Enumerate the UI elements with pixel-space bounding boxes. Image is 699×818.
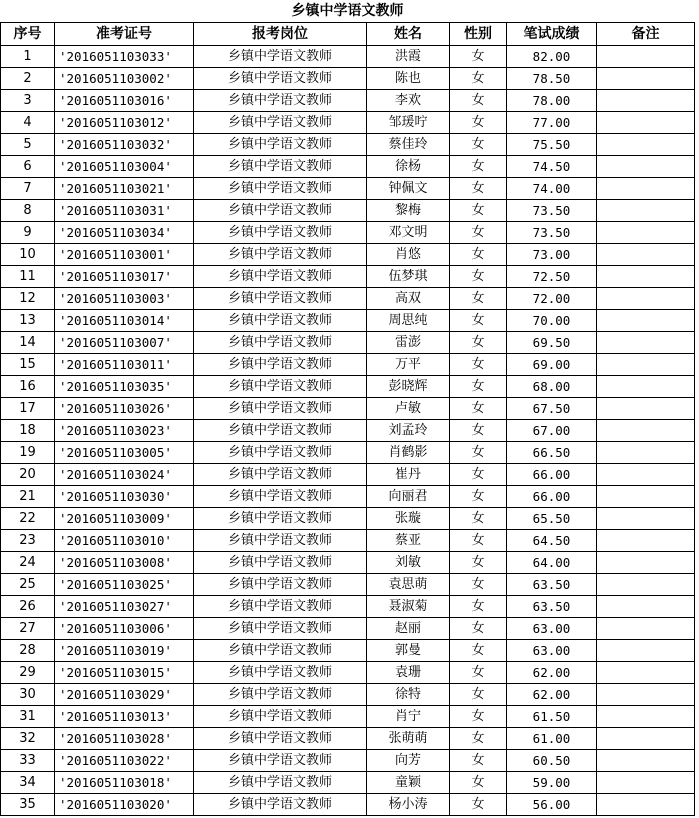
table-row xyxy=(1,420,695,442)
cell-ticket: '2016051103023' xyxy=(55,420,194,442)
cell-no: 22 xyxy=(1,508,55,530)
cell-job: 乡镇中学语文教师 xyxy=(194,640,367,662)
cell-score: 72.50 xyxy=(507,266,597,288)
cell-job: 乡镇中学语文教师 xyxy=(194,662,367,684)
cell-job: 乡镇中学语文教师 xyxy=(194,288,367,310)
cell-job: 乡镇中学语文教师 xyxy=(194,244,367,266)
cell-job: 乡镇中学语文教师 xyxy=(194,200,367,222)
cell-name: 徐杨 xyxy=(367,156,450,178)
cell-ticket: '2016051103004' xyxy=(55,156,194,178)
cell-no: 1 xyxy=(1,46,55,68)
cell-note xyxy=(597,332,695,354)
cell-ticket: '2016051103005' xyxy=(55,442,194,464)
header-no: 序号 xyxy=(1,23,55,46)
cell-ticket: '2016051103017' xyxy=(55,266,194,288)
cell-gender: 女 xyxy=(450,618,507,640)
cell-job: 乡镇中学语文教师 xyxy=(194,398,367,420)
table-body xyxy=(1,46,695,816)
cell-score: 63.50 xyxy=(507,596,597,618)
cell-gender: 女 xyxy=(450,266,507,288)
cell-gender: 女 xyxy=(450,46,507,68)
cell-no: 12 xyxy=(1,288,55,310)
cell-note xyxy=(597,46,695,68)
cell-name: 刘敏 xyxy=(367,552,450,574)
cell-score: 74.50 xyxy=(507,156,597,178)
cell-score: 60.50 xyxy=(507,750,597,772)
cell-name: 郭曼 xyxy=(367,640,450,662)
cell-job: 乡镇中学语文教师 xyxy=(194,508,367,530)
cell-ticket: '2016051103007' xyxy=(55,332,194,354)
cell-gender: 女 xyxy=(450,684,507,706)
cell-note xyxy=(597,398,695,420)
cell-note xyxy=(597,134,695,156)
table-row xyxy=(1,772,695,794)
cell-note xyxy=(597,684,695,706)
cell-name: 万平 xyxy=(367,354,450,376)
cell-job: 乡镇中学语文教师 xyxy=(194,376,367,398)
header-note: 备注 xyxy=(597,23,695,46)
cell-ticket: '2016051103027' xyxy=(55,596,194,618)
cell-gender: 女 xyxy=(450,134,507,156)
cell-job: 乡镇中学语文教师 xyxy=(194,530,367,552)
cell-job: 乡镇中学语文教师 xyxy=(194,464,367,486)
cell-job: 乡镇中学语文教师 xyxy=(194,90,367,112)
cell-note xyxy=(597,486,695,508)
cell-name: 邓文明 xyxy=(367,222,450,244)
cell-job: 乡镇中学语文教师 xyxy=(194,332,367,354)
cell-gender: 女 xyxy=(450,486,507,508)
cell-no: 29 xyxy=(1,662,55,684)
cell-no: 6 xyxy=(1,156,55,178)
cell-ticket: '2016051103011' xyxy=(55,354,194,376)
cell-ticket: '2016051103001' xyxy=(55,244,194,266)
cell-gender: 女 xyxy=(450,156,507,178)
cell-no: 10 xyxy=(1,244,55,266)
cell-gender: 女 xyxy=(450,354,507,376)
cell-score: 62.00 xyxy=(507,662,597,684)
cell-note xyxy=(597,354,695,376)
table-row xyxy=(1,640,695,662)
table-row xyxy=(1,486,695,508)
cell-job: 乡镇中学语文教师 xyxy=(194,772,367,794)
cell-no: 31 xyxy=(1,706,55,728)
cell-name: 聂淑菊 xyxy=(367,596,450,618)
header-name: 姓名 xyxy=(367,23,450,46)
cell-ticket: '2016051103033' xyxy=(55,46,194,68)
cell-note xyxy=(597,662,695,684)
cell-score: 67.50 xyxy=(507,398,597,420)
cell-note xyxy=(597,596,695,618)
cell-score: 66.50 xyxy=(507,442,597,464)
score-table xyxy=(0,22,695,816)
cell-ticket: '2016051103034' xyxy=(55,222,194,244)
cell-name: 肖悠 xyxy=(367,244,450,266)
cell-no: 28 xyxy=(1,640,55,662)
cell-gender: 女 xyxy=(450,376,507,398)
cell-ticket: '2016051103029' xyxy=(55,684,194,706)
table-row xyxy=(1,684,695,706)
sheet-title: 乡镇中学语文教师 xyxy=(291,3,404,19)
cell-name: 杨小涛 xyxy=(367,794,450,816)
cell-name: 向丽君 xyxy=(367,486,450,508)
cell-job: 乡镇中学语文教师 xyxy=(194,46,367,68)
cell-gender: 女 xyxy=(450,596,507,618)
cell-note xyxy=(597,552,695,574)
cell-no: 35 xyxy=(1,794,55,816)
cell-job: 乡镇中学语文教师 xyxy=(194,552,367,574)
cell-job: 乡镇中学语文教师 xyxy=(194,794,367,816)
cell-gender: 女 xyxy=(450,464,507,486)
table-row xyxy=(1,354,695,376)
cell-score: 72.00 xyxy=(507,288,597,310)
cell-name: 赵丽 xyxy=(367,618,450,640)
table-row xyxy=(1,310,695,332)
cell-score: 67.00 xyxy=(507,420,597,442)
table-row xyxy=(1,376,695,398)
cell-name: 黎梅 xyxy=(367,200,450,222)
cell-no: 25 xyxy=(1,574,55,596)
cell-name: 雷澎 xyxy=(367,332,450,354)
cell-note xyxy=(597,266,695,288)
cell-note xyxy=(597,508,695,530)
cell-job: 乡镇中学语文教师 xyxy=(194,156,367,178)
cell-no: 32 xyxy=(1,728,55,750)
table-row xyxy=(1,662,695,684)
table-row xyxy=(1,508,695,530)
cell-score: 61.50 xyxy=(507,706,597,728)
table-row xyxy=(1,574,695,596)
cell-no: 18 xyxy=(1,420,55,442)
cell-name: 张萌萌 xyxy=(367,728,450,750)
cell-score: 66.00 xyxy=(507,486,597,508)
cell-gender: 女 xyxy=(450,530,507,552)
cell-no: 33 xyxy=(1,750,55,772)
cell-ticket: '2016051103020' xyxy=(55,794,194,816)
cell-score: 70.00 xyxy=(507,310,597,332)
cell-gender: 女 xyxy=(450,90,507,112)
cell-no: 19 xyxy=(1,442,55,464)
cell-job: 乡镇中学语文教师 xyxy=(194,684,367,706)
cell-name: 肖鹤影 xyxy=(367,442,450,464)
cell-name: 钟佩文 xyxy=(367,178,450,200)
cell-gender: 女 xyxy=(450,662,507,684)
cell-job: 乡镇中学语文教师 xyxy=(194,728,367,750)
header-score: 笔试成绩 xyxy=(507,23,597,46)
cell-job: 乡镇中学语文教师 xyxy=(194,574,367,596)
header-job: 报考岗位 xyxy=(194,23,367,46)
table-row xyxy=(1,222,695,244)
table-row xyxy=(1,596,695,618)
cell-score: 61.00 xyxy=(507,728,597,750)
table-row xyxy=(1,706,695,728)
cell-gender: 女 xyxy=(450,640,507,662)
cell-no: 20 xyxy=(1,464,55,486)
cell-job: 乡镇中学语文教师 xyxy=(194,266,367,288)
cell-no: 14 xyxy=(1,332,55,354)
cell-gender: 女 xyxy=(450,222,507,244)
cell-note xyxy=(597,156,695,178)
cell-note xyxy=(597,90,695,112)
cell-no: 30 xyxy=(1,684,55,706)
table-row xyxy=(1,46,695,68)
cell-note xyxy=(597,706,695,728)
cell-note xyxy=(597,376,695,398)
cell-score: 64.00 xyxy=(507,552,597,574)
cell-note xyxy=(597,178,695,200)
cell-ticket: '2016051103021' xyxy=(55,178,194,200)
cell-name: 肖宁 xyxy=(367,706,450,728)
cell-no: 15 xyxy=(1,354,55,376)
table-row xyxy=(1,200,695,222)
header-ticket: 准考证号 xyxy=(55,23,194,46)
cell-job: 乡镇中学语文教师 xyxy=(194,596,367,618)
cell-note xyxy=(597,200,695,222)
cell-score: 69.50 xyxy=(507,332,597,354)
cell-ticket: '2016051103009' xyxy=(55,508,194,530)
cell-ticket: '2016051103013' xyxy=(55,706,194,728)
cell-gender: 女 xyxy=(450,332,507,354)
cell-note xyxy=(597,68,695,90)
cell-note xyxy=(597,574,695,596)
cell-ticket: '2016051103008' xyxy=(55,552,194,574)
cell-job: 乡镇中学语文教师 xyxy=(194,134,367,156)
cell-job: 乡镇中学语文教师 xyxy=(194,354,367,376)
table-row xyxy=(1,618,695,640)
cell-ticket: '2016051103006' xyxy=(55,618,194,640)
cell-job: 乡镇中学语文教师 xyxy=(194,112,367,134)
cell-ticket: '2016051103022' xyxy=(55,750,194,772)
cell-ticket: '2016051103030' xyxy=(55,486,194,508)
cell-score: 75.50 xyxy=(507,134,597,156)
cell-ticket: '2016051103016' xyxy=(55,90,194,112)
cell-score: 65.50 xyxy=(507,508,597,530)
cell-gender: 女 xyxy=(450,420,507,442)
cell-name: 高双 xyxy=(367,288,450,310)
cell-no: 7 xyxy=(1,178,55,200)
cell-ticket: '2016051103028' xyxy=(55,728,194,750)
cell-no: 2 xyxy=(1,68,55,90)
cell-ticket: '2016051103014' xyxy=(55,310,194,332)
cell-no: 23 xyxy=(1,530,55,552)
table-row xyxy=(1,332,695,354)
cell-name: 蔡亚 xyxy=(367,530,450,552)
table-row xyxy=(1,442,695,464)
cell-gender: 女 xyxy=(450,794,507,816)
cell-note xyxy=(597,420,695,442)
cell-no: 4 xyxy=(1,112,55,134)
cell-note xyxy=(597,442,695,464)
cell-score: 82.00 xyxy=(507,46,597,68)
cell-name: 张璇 xyxy=(367,508,450,530)
cell-gender: 女 xyxy=(450,200,507,222)
cell-job: 乡镇中学语文教师 xyxy=(194,750,367,772)
cell-no: 21 xyxy=(1,486,55,508)
cell-no: 13 xyxy=(1,310,55,332)
cell-name: 向芳 xyxy=(367,750,450,772)
cell-score: 62.00 xyxy=(507,684,597,706)
cell-gender: 女 xyxy=(450,772,507,794)
table-header-row xyxy=(1,23,695,46)
cell-name: 邹瑗咛 xyxy=(367,112,450,134)
table-row xyxy=(1,266,695,288)
table-row xyxy=(1,750,695,772)
cell-job: 乡镇中学语文教师 xyxy=(194,706,367,728)
cell-gender: 女 xyxy=(450,750,507,772)
cell-gender: 女 xyxy=(450,112,507,134)
cell-gender: 女 xyxy=(450,288,507,310)
cell-no: 11 xyxy=(1,266,55,288)
cell-ticket: '2016051103018' xyxy=(55,772,194,794)
cell-note xyxy=(597,222,695,244)
table-row xyxy=(1,134,695,156)
table-row xyxy=(1,288,695,310)
cell-job: 乡镇中学语文教师 xyxy=(194,310,367,332)
cell-no: 26 xyxy=(1,596,55,618)
cell-job: 乡镇中学语文教师 xyxy=(194,222,367,244)
cell-score: 64.50 xyxy=(507,530,597,552)
cell-job: 乡镇中学语文教师 xyxy=(194,420,367,442)
cell-note xyxy=(597,464,695,486)
cell-name: 徐特 xyxy=(367,684,450,706)
table-row xyxy=(1,178,695,200)
table-row xyxy=(1,398,695,420)
cell-gender: 女 xyxy=(450,442,507,464)
cell-ticket: '2016051103032' xyxy=(55,134,194,156)
cell-score: 74.00 xyxy=(507,178,597,200)
table-row xyxy=(1,112,695,134)
table-row xyxy=(1,156,695,178)
cell-note xyxy=(597,530,695,552)
cell-name: 刘孟玲 xyxy=(367,420,450,442)
cell-note xyxy=(597,244,695,266)
cell-score: 68.00 xyxy=(507,376,597,398)
table-row xyxy=(1,68,695,90)
cell-name: 袁珊 xyxy=(367,662,450,684)
cell-name: 周思纯 xyxy=(367,310,450,332)
cell-ticket: '2016051103015' xyxy=(55,662,194,684)
cell-no: 27 xyxy=(1,618,55,640)
cell-no: 3 xyxy=(1,90,55,112)
cell-note xyxy=(597,310,695,332)
cell-name: 陈也 xyxy=(367,68,450,90)
cell-ticket: '2016051103035' xyxy=(55,376,194,398)
cell-job: 乡镇中学语文教师 xyxy=(194,68,367,90)
cell-score: 73.00 xyxy=(507,244,597,266)
cell-name: 崔丹 xyxy=(367,464,450,486)
cell-score: 73.50 xyxy=(507,222,597,244)
cell-gender: 女 xyxy=(450,728,507,750)
table-row xyxy=(1,530,695,552)
cell-score: 56.00 xyxy=(507,794,597,816)
cell-note xyxy=(597,112,695,134)
cell-score: 78.50 xyxy=(507,68,597,90)
cell-note xyxy=(597,618,695,640)
cell-gender: 女 xyxy=(450,310,507,332)
cell-ticket: '2016051103026' xyxy=(55,398,194,420)
cell-ticket: '2016051103002' xyxy=(55,68,194,90)
cell-ticket: '2016051103019' xyxy=(55,640,194,662)
cell-no: 9 xyxy=(1,222,55,244)
cell-name: 洪霞 xyxy=(367,46,450,68)
table-row xyxy=(1,244,695,266)
cell-no: 24 xyxy=(1,552,55,574)
cell-score: 63.00 xyxy=(507,618,597,640)
cell-no: 34 xyxy=(1,772,55,794)
table-row xyxy=(1,794,695,816)
cell-no: 16 xyxy=(1,376,55,398)
cell-job: 乡镇中学语文教师 xyxy=(194,618,367,640)
cell-ticket: '2016051103012' xyxy=(55,112,194,134)
cell-name: 童颖 xyxy=(367,772,450,794)
cell-score: 73.50 xyxy=(507,200,597,222)
cell-gender: 女 xyxy=(450,574,507,596)
cell-job: 乡镇中学语文教师 xyxy=(194,178,367,200)
cell-score: 78.00 xyxy=(507,90,597,112)
cell-ticket: '2016051103031' xyxy=(55,200,194,222)
cell-note xyxy=(597,772,695,794)
cell-gender: 女 xyxy=(450,508,507,530)
cell-note xyxy=(597,794,695,816)
cell-score: 66.00 xyxy=(507,464,597,486)
cell-ticket: '2016051103010' xyxy=(55,530,194,552)
cell-gender: 女 xyxy=(450,552,507,574)
cell-score: 69.00 xyxy=(507,354,597,376)
table-row xyxy=(1,464,695,486)
cell-job: 乡镇中学语文教师 xyxy=(194,442,367,464)
cell-gender: 女 xyxy=(450,244,507,266)
table-row xyxy=(1,90,695,112)
cell-gender: 女 xyxy=(450,706,507,728)
cell-no: 8 xyxy=(1,200,55,222)
cell-ticket: '2016051103025' xyxy=(55,574,194,596)
header-gender: 性别 xyxy=(450,23,507,46)
cell-score: 59.00 xyxy=(507,772,597,794)
cell-name: 袁思萌 xyxy=(367,574,450,596)
cell-score: 63.50 xyxy=(507,574,597,596)
cell-note xyxy=(597,750,695,772)
cell-gender: 女 xyxy=(450,178,507,200)
cell-name: 李欢 xyxy=(367,90,450,112)
cell-no: 17 xyxy=(1,398,55,420)
cell-note xyxy=(597,728,695,750)
cell-note xyxy=(597,640,695,662)
cell-gender: 女 xyxy=(450,398,507,420)
cell-name: 彭晓辉 xyxy=(367,376,450,398)
cell-score: 63.00 xyxy=(507,640,597,662)
cell-ticket: '2016051103003' xyxy=(55,288,194,310)
cell-name: 卢敏 xyxy=(367,398,450,420)
cell-score: 77.00 xyxy=(507,112,597,134)
cell-note xyxy=(597,288,695,310)
cell-ticket: '2016051103024' xyxy=(55,464,194,486)
cell-gender: 女 xyxy=(450,68,507,90)
cell-no: 5 xyxy=(1,134,55,156)
cell-name: 伍梦琪 xyxy=(367,266,450,288)
table-row xyxy=(1,728,695,750)
cell-name: 蔡佳玲 xyxy=(367,134,450,156)
table-row xyxy=(1,552,695,574)
cell-job: 乡镇中学语文教师 xyxy=(194,486,367,508)
